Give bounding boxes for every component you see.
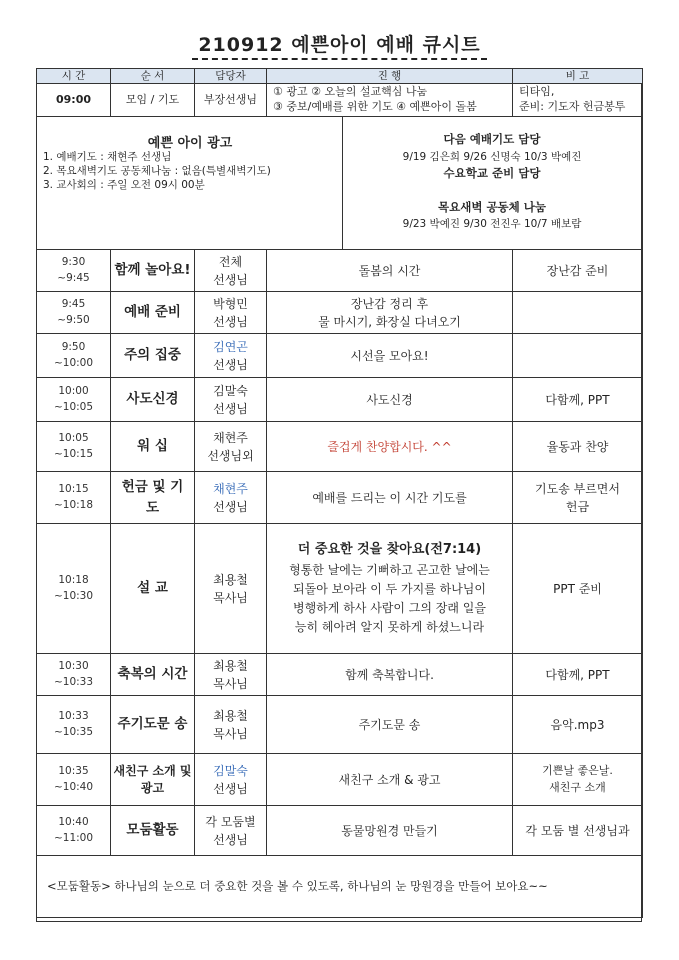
table-row xyxy=(37,754,643,806)
row-order: 워 십 xyxy=(111,422,195,472)
row-time: 09:00 xyxy=(37,84,111,117)
row-note: PPT 준비 xyxy=(513,524,643,654)
notice-row xyxy=(37,117,643,250)
row-progress: 예배를 드리는 이 시간 기도를 xyxy=(267,472,513,524)
row-time: 10:33 ~10:35 xyxy=(37,696,111,754)
row-leader: 채현주 선생님외 xyxy=(195,422,267,472)
footer-row xyxy=(37,856,643,918)
row-progress: 주기도문 송 xyxy=(267,696,513,754)
row-order: 예배 준비 xyxy=(111,292,195,334)
row-progress: 새친구 소개 & 광고 xyxy=(267,754,513,806)
row-order: 새친구 소개 및 광고 xyxy=(111,754,195,806)
row-note: 기쁜날 좋은날. 새친구 소개 xyxy=(513,754,643,806)
row-leader: 최용철 목사님 xyxy=(195,696,267,754)
page-title: 210912 예쁜아이 예배 큐시트 xyxy=(0,30,679,60)
table-row-gathering xyxy=(37,84,643,117)
sermon-line: 병행하게 하사 사람이 그의 장래 일을 xyxy=(293,600,486,615)
table-row xyxy=(37,654,643,696)
dawn-duty-list: 9/23 박예진 9/30 전진우 10/7 배보람 xyxy=(402,218,582,230)
row-order: 함께 놀아요! xyxy=(111,250,195,292)
sermon-title: 더 중요한 것을 찾아요(전7:14) xyxy=(297,541,482,557)
sermon-line: 형통한 날에는 기뻐하고 곤고한 날에는 xyxy=(289,562,490,577)
row-order: 모임 / 기도 xyxy=(111,84,195,117)
table-row-sermon xyxy=(37,524,643,654)
header-leader: 담당자 xyxy=(195,69,267,84)
row-time: 9:45 ~9:50 xyxy=(37,292,111,334)
row-leader: 전체 선생님 xyxy=(195,250,267,292)
header-order: 순 서 xyxy=(111,69,195,84)
row-time: 10:18 ~10:30 xyxy=(37,524,111,654)
list-item: 2. 목요새벽기도 공동체나눔 : 없음(특별새벽기도) xyxy=(43,165,271,177)
note-line: 준비: 기도자 헌금봉투 xyxy=(519,100,626,113)
table-row xyxy=(37,378,643,422)
row-order: 모둠활동 xyxy=(111,806,195,856)
row-order: 주의 집중 xyxy=(111,334,195,378)
progress-line: ③ 중보/예배를 위한 기도 ④ 예쁜아이 돌봄 xyxy=(273,100,477,113)
announcements-panel xyxy=(37,117,343,249)
row-progress: 즐겁게 찬양합시다. ^^ xyxy=(267,422,513,472)
note-line: 티타임, xyxy=(519,85,555,99)
row-leader: 박형민 선생님 xyxy=(195,292,267,334)
row-leader: 김말숙 선생님 xyxy=(195,378,267,422)
row-order: 설 교 xyxy=(111,524,195,654)
row-leader: 부장선생님 xyxy=(195,84,267,117)
header-progress: 진 행 xyxy=(267,69,513,84)
row-order: 헌금 및 기 도 xyxy=(111,472,195,524)
duty-panel xyxy=(343,117,641,249)
row-note: 각 모둠 별 선생님과 xyxy=(513,806,643,856)
row-time: 10:30 ~10:33 xyxy=(37,654,111,696)
cue-sheet-table xyxy=(36,68,643,918)
row-progress: 사도신경 xyxy=(267,378,513,422)
school-duty-title: 수요학교 준비 담당 xyxy=(443,166,541,180)
row-time: 10:00 ~10:05 xyxy=(37,378,111,422)
row-progress xyxy=(267,524,513,654)
row-note xyxy=(513,292,643,334)
row-order: 축복의 시간 xyxy=(111,654,195,696)
row-note: 장난감 준비 xyxy=(513,250,643,292)
row-note: 율동과 찬양 xyxy=(513,422,643,472)
row-note xyxy=(513,84,643,117)
table-row xyxy=(37,334,643,378)
row-time: 10:40 ~11:00 xyxy=(37,806,111,856)
header-time: 시 간 xyxy=(37,69,111,84)
table-row xyxy=(37,250,643,292)
row-progress: 동물망원경 만들기 xyxy=(267,806,513,856)
row-time: 9:30 ~9:45 xyxy=(37,250,111,292)
progress-line: ① 광고 ② 오늘의 설교핵심 나눔 xyxy=(273,85,428,99)
prayer-duty-list: 9/19 김은희 9/26 신명숙 10/3 박예진 xyxy=(402,151,582,163)
footer-note: <모둠활동> 하나님의 눈으로 더 중요한 것을 볼 수 있도록, 하나님의 눈 망원경을 만들어 보아요~~ xyxy=(37,856,643,918)
row-progress: 돌봄의 시간 xyxy=(267,250,513,292)
row-leader: 채현주 선생님 xyxy=(195,472,267,524)
row-leader: 최용철 목사님 xyxy=(195,654,267,696)
row-progress: 함께 축복합니다. xyxy=(267,654,513,696)
row-leader: 김말숙 선생님 xyxy=(195,754,267,806)
row-leader: 각 모둠별 선생님 xyxy=(195,806,267,856)
list-item: 3. 교사회의 : 주일 오전 09시 00분 xyxy=(43,179,205,191)
table-row xyxy=(37,472,643,524)
row-note: 기도송 부르면서 헌금 xyxy=(513,472,643,524)
row-progress: 시선을 모아요! xyxy=(267,334,513,378)
row-note xyxy=(513,334,643,378)
row-progress xyxy=(267,84,513,117)
row-note: 다함께, PPT xyxy=(513,378,643,422)
announcements-list xyxy=(43,150,271,192)
row-time: 10:15 ~10:18 xyxy=(37,472,111,524)
row-order: 주기도문 송 xyxy=(111,696,195,754)
table-row xyxy=(37,806,643,856)
sermon-line: 되돌아 보아라 이 두 가지를 하나님이 xyxy=(293,581,486,596)
announcements-title: 예쁜 아이 광고 xyxy=(147,136,233,151)
row-leader: 김연곤 선생님 xyxy=(195,334,267,378)
row-leader: 최용철 목사님 xyxy=(195,524,267,654)
row-note: 음악.mp3 xyxy=(513,696,643,754)
row-time: 10:35 ~10:40 xyxy=(37,754,111,806)
table-row xyxy=(37,422,643,472)
row-order: 사도신경 xyxy=(111,378,195,422)
sermon-line: 능히 헤아려 알지 못하게 하셨느니라 xyxy=(294,620,485,635)
dawn-duty-title: 목요새벽 공동체 나눔 xyxy=(438,200,546,214)
table-row xyxy=(37,292,643,334)
row-note: 다함께, PPT xyxy=(513,654,643,696)
header-note: 비 고 xyxy=(513,69,643,84)
table-row xyxy=(37,696,643,754)
row-progress: 장난감 정리 후 물 마시기, 화장실 다녀오기 xyxy=(267,292,513,334)
row-time: 9:50 ~10:00 xyxy=(37,334,111,378)
row-time: 10:05 ~10:15 xyxy=(37,422,111,472)
table-header xyxy=(37,69,643,84)
list-item: 1. 예배기도 : 채현주 선생님 xyxy=(43,151,172,163)
prayer-duty-title: 다음 예배기도 담당 xyxy=(443,132,541,146)
